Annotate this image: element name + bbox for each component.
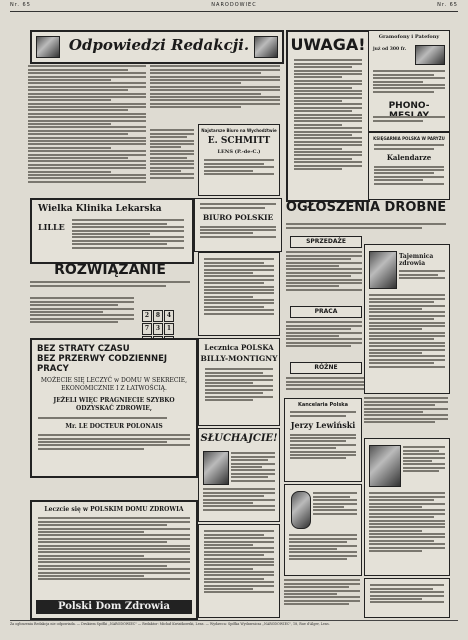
gramofony-title: Gramofony i Patefony [378, 34, 440, 40]
biuro-polskie-name: BIURO POLSKIE [202, 213, 274, 223]
speaker-portrait [203, 451, 229, 485]
rozwiazanie-subtitle [30, 280, 190, 292]
biuro-polskie-ad [194, 198, 282, 252]
ogloszenia-intro [286, 222, 446, 234]
dom-zdrowia-title: Polski Dom Zdrowia [36, 600, 192, 614]
reader-icon [36, 36, 60, 58]
mid-ad [198, 252, 280, 336]
puzzle-grid: 2 8 4 7 3 1 [142, 310, 174, 348]
gramofony-price: już od 300 fr. [373, 47, 407, 52]
odpowiedzi-title: Odpowiedzi Redakcji. [68, 36, 250, 54]
jerzy-name: Jerzy Lewiński [290, 420, 356, 431]
jerzy-ad [284, 398, 362, 482]
bottom-text [284, 578, 360, 616]
bez-line2: BEZ PRZERWY CODZIENNEJ PRACY [37, 354, 168, 374]
bottom-mid-ad [198, 524, 280, 618]
quill-icon [254, 36, 278, 58]
rozwiazanie-title: ROZWIĄZANIE [54, 262, 166, 278]
page-header [10, 2, 458, 12]
bez-doctor: Mr. LE DOCTEUR POLONAIS [65, 422, 163, 430]
loterie-ad [364, 438, 450, 576]
odpowiedzi-text-right [150, 64, 280, 124]
lecznica-title: Lecznica POLSKA [204, 343, 274, 352]
uwaga-ad [286, 30, 370, 202]
bez-line3: MOŻECIE SIĘ LECZYĆ w DOMU W SEKRECIE, EKONOMICZNIE I Z ŁATWOŚCIĄ. [40, 377, 188, 392]
sluchajcie-title: SŁUCHAJCIE! [200, 433, 278, 444]
bez-line1: BEZ STRATY CZASU [37, 344, 130, 354]
people-image [369, 445, 401, 487]
header-center: NARODOWIEC [211, 2, 257, 8]
bottom-right-ad [364, 578, 450, 618]
violin-image [291, 491, 311, 529]
gramophone-image [415, 45, 445, 65]
header-right: Nr. 65 [437, 2, 458, 8]
rozwiazanie-text [30, 296, 134, 336]
header-left: Nr. 65 [10, 2, 31, 8]
gramofony-ad [368, 30, 450, 132]
uwaga-title: UWAGA! [290, 35, 366, 54]
klinika-city: LILLE [38, 222, 65, 232]
odpowiedzi-header [30, 30, 284, 64]
sprzedaze-header: SPRZEDAŻE [290, 236, 362, 248]
dom-zdrowia-subtitle: Leczcie się w POLSKIM DOMU ZDROWIA [44, 506, 184, 513]
biuro-schmitt-ad [198, 124, 280, 196]
sluchajcie-ad [198, 428, 280, 522]
biuro-city: LENS (P.-de-C.) [217, 149, 261, 155]
dom-zdrowia-ad [30, 500, 198, 620]
tajemnica-title: Tajemnica zdrowia [399, 253, 434, 267]
bez-straty-ad [30, 338, 198, 478]
odpowiedzi-text-left [28, 64, 146, 212]
praca-header: PRACA [290, 306, 362, 318]
sprzedaze-text [286, 250, 362, 304]
bez-line4: JEŻELI WIĘC PRAGNIECIE SZYBKO ODZYSKAĆ ZDROWIE, [53, 397, 175, 412]
page-footer: Za ogłoszenia Redakcja nie odpowiada. — Drukiem Spółki „NARODOWIEC" — Redaktor: Michał Kwiatkowski, Lens. — Wydawca: Spółka Wydawnicza „NARODOWIEC", 18, Rue d'Alger, Lens. [10, 620, 458, 626]
biuro-title: Najstarsze Biuro na Wychodźtwie [201, 128, 277, 133]
jerzy-title: Kancelaria Polska [297, 402, 349, 408]
gramofony-model: PHONO- [388, 101, 430, 111]
music-ad [284, 484, 362, 576]
praca-text [286, 320, 362, 360]
rozne-header: RÓŻNE [290, 362, 362, 374]
ksiegarnia-title: KSIĘGARNIA POLSKA W PARYŻU [373, 136, 445, 141]
tajemnica-ad [364, 244, 450, 394]
ogloszenia-title: OGŁOSZENIA DROBNE [285, 200, 447, 215]
odpowiedzi-text-mid [150, 128, 194, 194]
klinika-ad [30, 198, 194, 264]
lecznica-name: BILLY-MONTIGNY [200, 354, 278, 363]
ksiegarnia-subtitle: Kalendarze [386, 153, 432, 163]
klinika-title: Wielka Klinika Lekarska [38, 204, 162, 214]
ksiegarnia-ad [368, 132, 450, 200]
rozne-text-right [364, 396, 448, 436]
biuro-name: E. SCHMITT [207, 136, 271, 146]
lecznica-ad [198, 338, 280, 426]
portrait-image [369, 251, 397, 289]
